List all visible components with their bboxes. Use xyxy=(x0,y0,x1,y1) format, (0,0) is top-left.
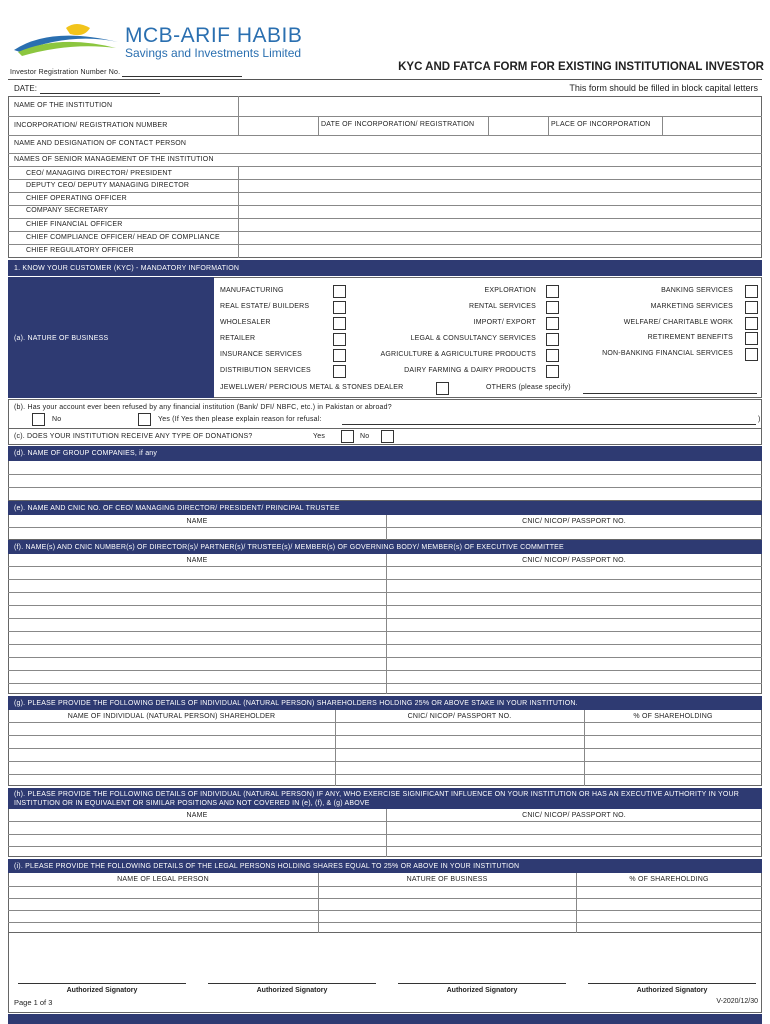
directors-cnic-header: CNIC/ NICOP/ PASSPORT NO. xyxy=(522,557,626,564)
officer-label: DEPUTY CEO/ DEPUTY MANAGING DIRECTOR xyxy=(26,182,190,189)
date-field[interactable] xyxy=(40,93,160,94)
form-title: KYC AND FATCA FORM FOR EXISTING INSTITUTIONAL INVESTOR xyxy=(398,61,764,73)
shareholder-cnic-header: CNIC/ NICOP/ PASSPORT NO. xyxy=(407,713,512,720)
officer-label: CHIEF FINANCIAL OFFICER xyxy=(26,221,123,228)
contact-person-label: NAME AND DESIGNATION OF CONTACT PERSON xyxy=(14,140,187,147)
shareholder-name-header: NAME OF INDIVIDUAL (NATURAL PERSON) SHAREHOLDER xyxy=(67,713,276,720)
nature-of-business-label: (a). NATURE OF BUSINESS xyxy=(14,335,109,342)
legal-persons-header: (i). PLEASE PROVIDE THE FOLLOWING DETAILS OF THE LEGAL PERSONS HOLDING SHARES EQUAL TO 25% OR ABOVE IN YOUR INSTITUTION xyxy=(8,859,762,873)
business-option-label: MARKETING SERVICES xyxy=(650,303,733,310)
business-option-label: RETAILER xyxy=(220,335,256,342)
business-option-label: MANUFACTURING xyxy=(220,287,284,294)
directors-table xyxy=(8,554,762,694)
capital-letters-note: This form should be filled in block capital letters xyxy=(569,83,758,93)
business-option-label: INSURANCE SERVICES xyxy=(220,351,303,358)
reg-no-label: Investor Registration Number No. xyxy=(10,69,121,76)
business-option-label: RETIREMENT BENEFITS xyxy=(647,334,733,341)
directors-header: (f). NAME(s) AND CNIC NUMBER(s) OF DIRECTOR(s)/ PARTNER(s)/ TRUSTEE(s)/ MEMBER(s) OF GOVERNING BODY/ MEMBER(s) OF EXECUTIVE COMMITTEE xyxy=(8,540,762,554)
officer-label: CHIEF OPERATING OFFICER xyxy=(26,195,127,202)
others-specify-field[interactable] xyxy=(583,393,757,394)
refused-yes-checkbox[interactable] xyxy=(138,413,151,426)
business-option-label: DISTRIBUTION SERVICES xyxy=(220,367,311,374)
nbfs-checkbox[interactable] xyxy=(745,348,758,361)
kyc-section-header: 1. KNOW YOUR CUSTOMER (KYC) - MANDATORY INFORMATION xyxy=(8,260,762,276)
footer-bar xyxy=(8,1014,762,1024)
banking-checkbox[interactable] xyxy=(745,285,758,298)
legal-business-header: NATURE OF BUSINESS xyxy=(406,876,488,883)
refused-no-label: No xyxy=(52,416,62,423)
marketing-checkbox[interactable] xyxy=(745,301,758,314)
jeweller-checkbox[interactable] xyxy=(436,382,449,395)
institution-name-field[interactable] xyxy=(240,97,760,115)
influence-name-header: NAME xyxy=(186,812,208,819)
influence-header: (h). PLEASE PROVIDE THE FOLLOWING DETAILS OF INDIVIDUAL (NATURAL PERSON) IF ANY, WHO EXERCISE SIGNIFICANT INFLUENCE ON YOUR INSTITUTION OR HAS AN EXECUTIVE AUTHORITY IN YOUR INSTITUTION OR IN EQUIVALENT OR SIMILAR POSITIONS AND NOT COVERED IN (e), (f), & (g) ABOVE xyxy=(8,788,762,809)
legal-name-header: NAME OF LEGAL PERSON xyxy=(117,876,209,883)
others-label: OTHERS (please specify) xyxy=(486,384,571,391)
signature-line-1[interactable] xyxy=(18,983,186,984)
shareholders-header: (g). PLEASE PROVIDE THE FOLLOWING DETAILS OF INDIVIDUAL (NATURAL PERSON) SHAREHOLDERS HOLDING 25% OR ABOVE STAKE IN YOUR INSTITUTION. xyxy=(8,696,762,710)
refusal-reason-field[interactable] xyxy=(342,424,756,425)
brand-subtitle: Savings and Investments Limited xyxy=(125,46,302,60)
institution-name-label: NAME OF THE INSTITUTION xyxy=(14,102,113,109)
retirement-checkbox[interactable] xyxy=(745,332,758,345)
reg-no-field[interactable] xyxy=(122,76,242,77)
donations-no-checkbox[interactable] xyxy=(381,430,394,443)
dairy-checkbox[interactable] xyxy=(546,365,559,378)
business-option-label: REAL ESTATE/ BUILDERS xyxy=(220,303,310,310)
business-option-label: DAIRY FARMING & DAIRY PRODUCTS xyxy=(404,367,536,374)
legal-consultancy-checkbox[interactable] xyxy=(546,333,559,346)
business-option-label: EXPLORATION xyxy=(484,287,536,294)
agriculture-checkbox[interactable] xyxy=(546,349,559,362)
group-companies-field[interactable] xyxy=(8,461,762,501)
business-option-label: AGRICULTURE & AGRICULTURE PRODUCTS xyxy=(380,351,536,358)
officer-label: CHIEF REGULATORY OFFICER xyxy=(26,247,134,254)
version-label: V-2020/12/30 xyxy=(716,998,758,1005)
senior-management-label: NAMES OF SENIOR MANAGEMENT OF THE INSTITUTION xyxy=(14,156,214,163)
brand-name: MCB-ARIF HABIB xyxy=(125,24,303,47)
ceo-header: (e). NAME AND CNIC NO. OF CEO/ MANAGING DIRECTOR/ PRESIDENT/ PRINCIPAL TRUSTEE xyxy=(8,501,762,515)
officer-label: CHIEF COMPLIANCE OFFICER/ HEAD OF COMPLIANCE xyxy=(26,234,220,241)
donations-yes-label: Yes xyxy=(313,433,326,440)
incorporation-place-label: PLACE OF INCORPORATION xyxy=(551,121,651,128)
signatory-label: Authorized Signatory xyxy=(636,987,708,994)
ceo-cnic-header: CNIC/ NICOP/ PASSPORT NO. xyxy=(522,518,626,525)
officer-label: COMPANY SECRETARY xyxy=(26,207,109,214)
business-option-label: NON-BANKING FINANCIAL SERVICES xyxy=(602,350,733,357)
refused-yes-label: Yes (If Yes then please explain reason for refusal: xyxy=(158,416,322,423)
welfare-checkbox[interactable] xyxy=(745,317,758,330)
company-logo xyxy=(10,22,122,64)
refused-question: (b). Has your account ever been refused by any financial institution (Bank/ DFI/ NBFC, etc.) in Pakistan or abroad? xyxy=(14,404,392,411)
donations-yes-checkbox[interactable] xyxy=(341,430,354,443)
business-option-label: WELFARE/ CHARITABLE WORK xyxy=(623,319,733,326)
business-option-label: WHOLESALER xyxy=(220,319,271,326)
business-option-label: RENTAL SERVICES xyxy=(468,303,536,310)
shareholder-percent-header: % OF SHAREHOLDING xyxy=(633,713,713,720)
donations-question: (c). DOES YOUR INSTITUTION RECEIVE ANY TYPE OF DONATIONS? xyxy=(14,433,253,440)
business-option-label: BANKING SERVICES xyxy=(661,287,733,294)
business-option-label: LEGAL & CONSULTANCY SERVICES xyxy=(410,335,536,342)
refused-no-checkbox[interactable] xyxy=(32,413,45,426)
business-option-label: IMPORT/ EXPORT xyxy=(473,319,536,326)
page-number: Page 1 of 3 xyxy=(14,998,53,1007)
signatory-label: Authorized Signatory xyxy=(256,987,328,994)
signature-line-2[interactable] xyxy=(208,983,376,984)
donations-no-label: No xyxy=(360,433,370,440)
group-companies-header: (d). NAME OF GROUP COMPANIES, if any xyxy=(8,446,762,461)
officer-label: CEO/ MANAGING DIRECTOR/ PRESIDENT xyxy=(26,170,173,177)
refusal-close-paren: ) xyxy=(758,416,761,423)
rental-checkbox[interactable] xyxy=(546,301,559,314)
signatory-label: Authorized Signatory xyxy=(446,987,518,994)
ceo-name-header: NAME xyxy=(186,518,208,525)
date-label: DATE: xyxy=(14,84,37,93)
directors-name-header: NAME xyxy=(186,557,208,564)
import-export-checkbox[interactable] xyxy=(546,317,559,330)
signatory-label: Authorized Signatory xyxy=(66,987,138,994)
signature-line-4[interactable] xyxy=(588,983,756,984)
exploration-checkbox[interactable] xyxy=(546,285,559,298)
incorporation-number-label: INCORPORATION/ REGISTRATION NUMBER xyxy=(14,122,168,129)
influence-cnic-header: CNIC/ NICOP/ PASSPORT NO. xyxy=(522,812,626,819)
jeweller-label: JEWELLWER/ PERCIOUS METAL & STONES DEALER xyxy=(220,384,404,391)
legal-percent-header: % OF SHAREHOLDING xyxy=(629,876,709,883)
incorporation-date-label: DATE OF INCORPORATION/ REGISTRATION xyxy=(321,121,475,128)
signature-line-3[interactable] xyxy=(398,983,566,984)
